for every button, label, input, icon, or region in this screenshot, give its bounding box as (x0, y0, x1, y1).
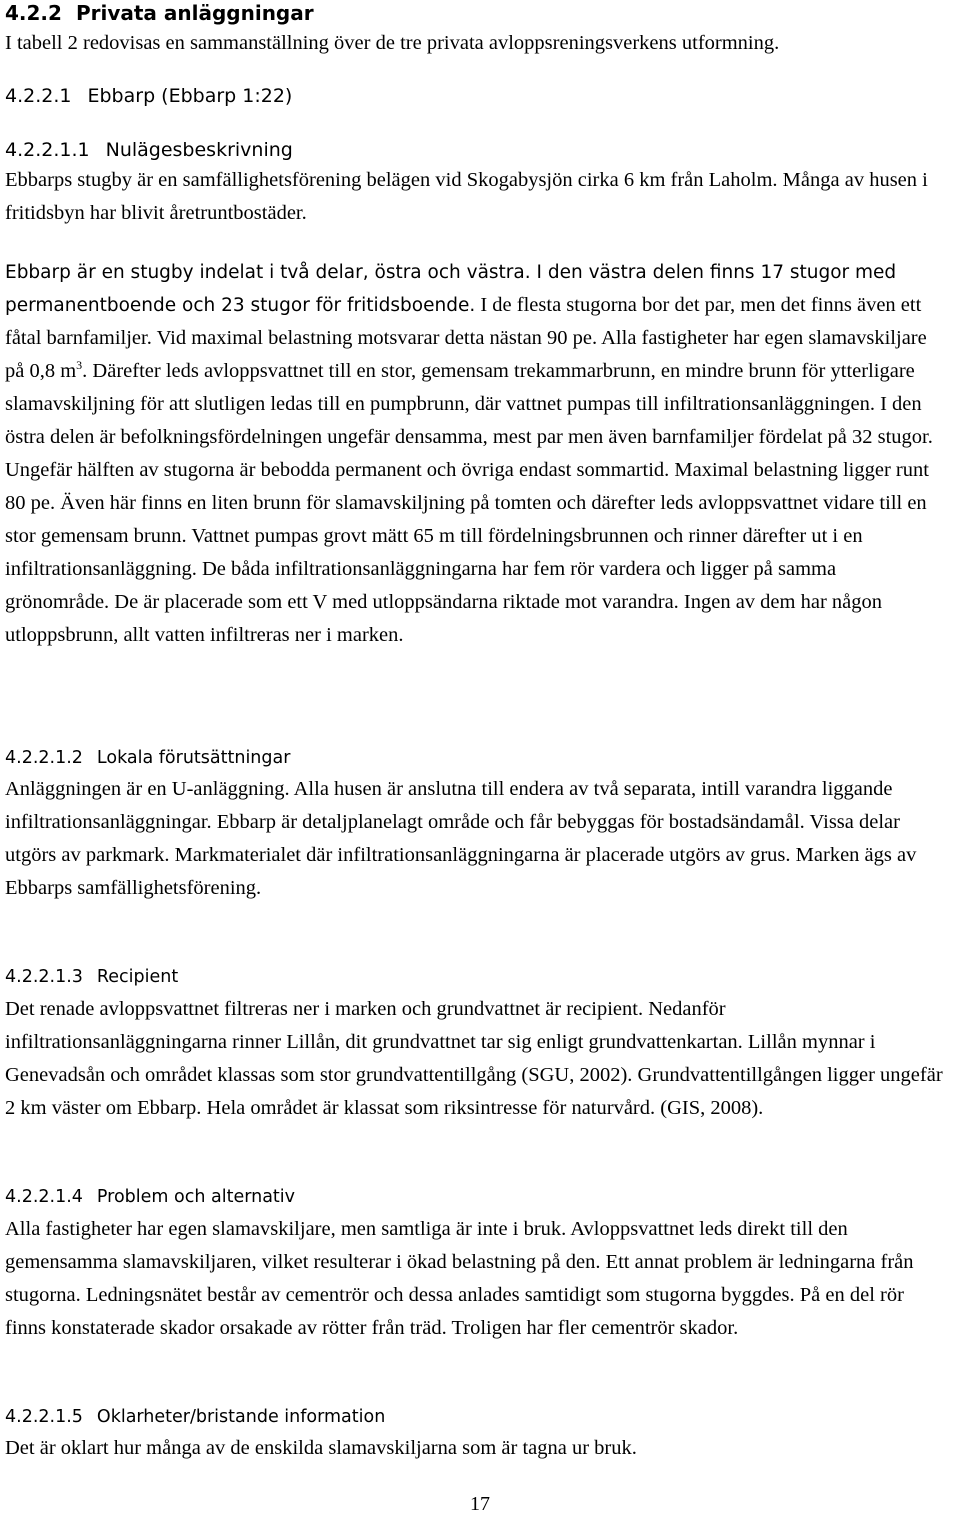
superscript-exponent: 3 (76, 358, 83, 373)
s3-body (5, 993, 945, 1125)
section-intro-text: I tabell 2 redovisas en sammanställning över de tre privata avloppsreningsverkens utformning. (5, 32, 780, 54)
s5-body (5, 1432, 945, 1465)
s1-paragraph-1 (5, 164, 945, 230)
subsection-number: 4.2.2.1 (5, 85, 72, 107)
s4-heading (5, 1184, 945, 1210)
section-title: Privata anläggningar (75, 1, 314, 25)
s1-paragraph-1-text: Ebbarps stugby är en samfällighetsförening belägen vid Skogabysjön cirka 6 km från Laholm. Många av husen i fritidsbyn har blivit åretruntbostäder. (5, 169, 928, 224)
s4-number: 4.2.2.1.4 (5, 1187, 83, 1207)
s3-heading (5, 964, 945, 990)
s2-number: 4.2.2.1.2 (5, 748, 83, 768)
s2-body-text: Anläggningen är en U-anläggning. Alla husen är anslutna till endera av två separata, intill varandra liggande infiltrationsanläggningar. Ebbarp är detaljplanelagt område och får bebyggas för bostadsändamål. Vissa delar utgörs av parkmark. Markmaterialet där infiltrationsanläggningarna är placerade utgörs av grus. Marken ägs av Ebbarps samfällighetsförening. (5, 778, 917, 899)
s1-paragraph-2 (5, 256, 945, 652)
subsection-title: Ebbarp (Ebbarp 1:22) (87, 85, 293, 107)
s3-number: 4.2.2.1.3 (5, 967, 83, 987)
s5-heading (5, 1404, 945, 1430)
subsection-heading (5, 82, 945, 110)
s1-title: Nulägesbeskrivning (105, 139, 293, 161)
s5-title: Oklarheter/bristande information (96, 1407, 386, 1427)
s1-number: 4.2.2.1.1 (5, 139, 90, 161)
s3-title: Recipient (96, 967, 179, 987)
page-number: 17 (470, 1493, 490, 1515)
section-number: 4.2.2 (5, 1, 62, 25)
s4-title: Problem och alternativ (96, 1187, 296, 1207)
s5-number: 4.2.2.1.5 (5, 1407, 83, 1427)
s5-body-text: Det är oklart hur många av de enskilda slamavskiljarna som är tagna ur bruk. (5, 1437, 637, 1459)
s1-paragraph-2-text (5, 256, 945, 652)
s3-body-text: Det renade avloppsvattnet filtreras ner i marken och grundvattnet är recipient. Nedanför infiltrationsanläggningarna rinner Lillån, dit grundvattnet tar sig enligt grundvattenkartan. Lillån mynnar i Genevadsån och området klassas som stor grundvattentillgång (SGU, 2002). Grundvattentillgången ligger ungefär 2 km väster om Ebbarp. Hela området är klassat som riksintresse för naturvård. (GIS, 2008). (5, 998, 943, 1119)
s1-heading (5, 136, 945, 164)
s4-body-text: Alla fastigheter har egen slamavskiljare, men samtliga är inte i bruk. Avloppsvattnet leds direkt till den gemensamma slamavskiljaren, vilket resulterar i ökad belastning på den. Ett annat problem är ledningarna från stugorna. Ledningsnätet består av cementrör och dessa anlades samtidigt som stugorna byggdes. På en del rör finns konstaterade skador orsakade av rötter från träd. Troligen har fler cementrör skador. (5, 1218, 914, 1339)
s1-paragraph-2-b: . Därefter leds avloppsvattnet till en stor, gemensam trekammarbrunn, en mindre brunn för ytterligare slamavskiljning för att slutligen ledas till en pumpbrunn, där vattnet pumpas till infiltrationsanläggningen. I den östra delen är befolkningsfördelningen ungefär densamma, mest par men även barnfamiljer fördelat på 32 stugor. Ungefär hälften av stugorna är bebodda permanent och övriga endast sommartid. Maximal belastning ligger runt 80 pe. Även här finns en liten brunn för slamavskiljning på tomten och därefter leds avloppsvattnet vidare till en stor gemensam brunn. Vattnet pumpas grovt mätt 65 m till fördelningsbrunnen och rinner därefter ut i en infiltrationsanläggning. De båda infiltrationsanläggningarna har fem rör vardera och ligger på samma grönområde. De är placerade som ett V med utloppsändarna riktade mot varandra. Ingen av dem har någon utloppsbrunn, allt vatten infiltreras ner i marken. (5, 360, 933, 646)
s1-paragraph-2-a: I de flesta stugorna bor det par, men det finns även ett fåtal barnfamiljer. Vid maximal belastning motsvarar detta nästan 90 pe. Alla fastigheter har egen slamavskiljare på 0,8 m (5, 294, 927, 382)
s1-paragraph-2-sans: Ebbarp är en stugby indelat i två delar, östra och västra. I den västra delen finns 17 stugor med permanentboende och 23 stugor för fritidsboende. (5, 262, 897, 316)
s4-body (5, 1213, 945, 1345)
section-intro (5, 27, 945, 60)
s2-heading (5, 745, 945, 771)
section-heading (5, 0, 945, 26)
s2-body (5, 773, 945, 905)
s2-title: Lokala förutsättningar (96, 748, 291, 768)
